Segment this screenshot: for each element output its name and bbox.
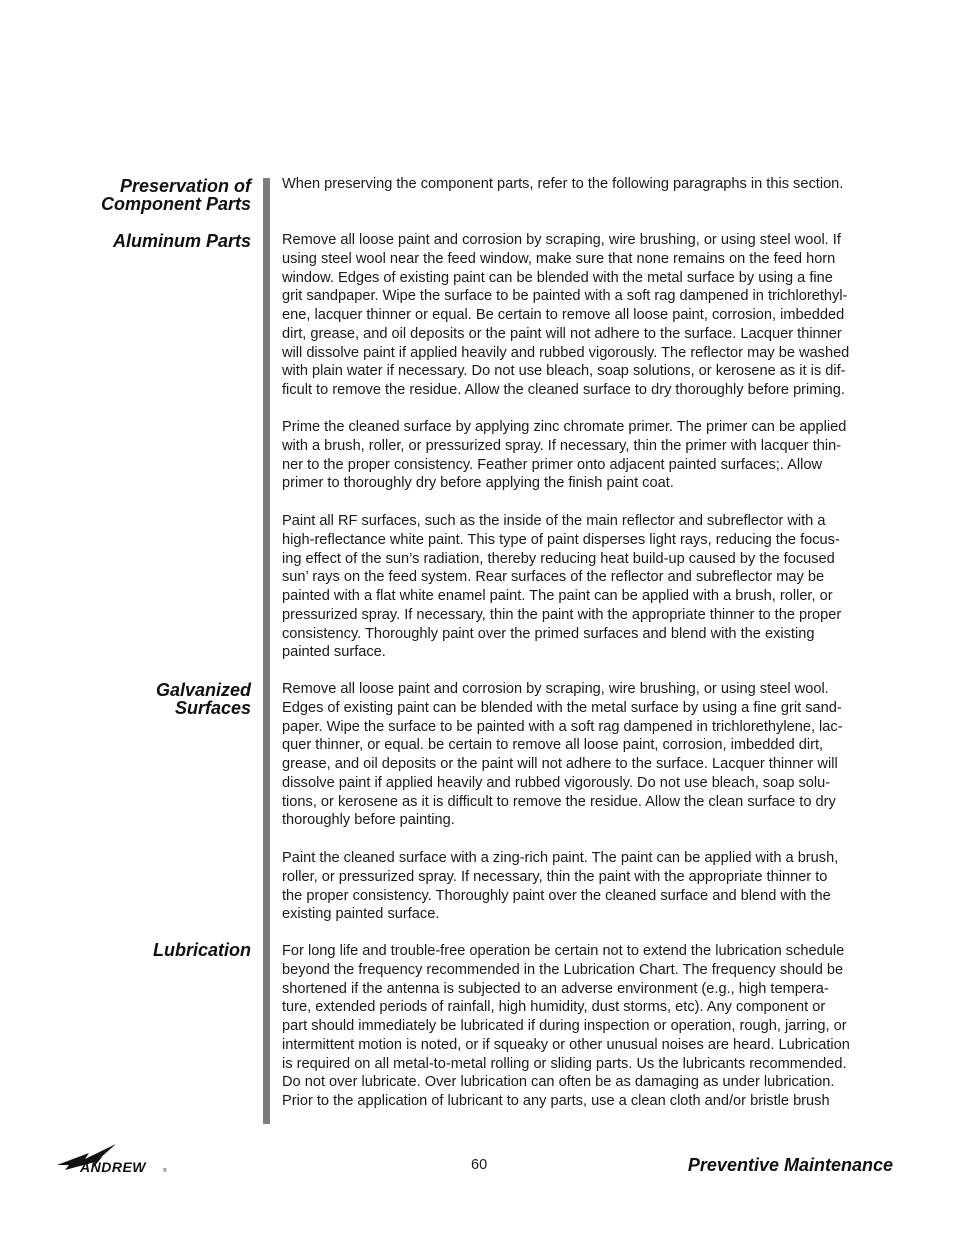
text-line: ner to the proper consistency. Feather primer onto adjacent painted surfaces;. Allow [282,456,822,473]
text-line: intermittent motion is noted, or if squeaky or other unusual noises are heard. Lubrication [282,1036,850,1053]
text-line: sun’ rays on the feed system. Rear surfaces of the reflector and subreflector may be [282,569,825,586]
text-line: Paint all RF surfaces, such as the inside of the main reflector and subreflector with a [282,513,826,529]
heading-line: Galvanized [155,680,251,700]
text-line: high-reflectance white paint. This type of paint disperses light rays, reducing the focus- [282,531,840,548]
paragraph-preservation [282,175,896,194]
text-line: will dissolve paint if applied heavily and rubbed vigorously. The reflector may be washed [282,344,850,361]
heading-lubrication [153,941,251,959]
paragraph-lubrication [282,942,896,1111]
heading-preservation [101,177,251,213]
text-line: thoroughly before painting. [282,812,455,829]
text-line: Do not over lubricate. Over lubrication can often be as damaging as under lubrication. [282,1074,835,1091]
text-line: pressurized spray. If necessary, thin the paint with the appropriate thinner to the proper [282,606,842,623]
text-line: quer thinner, or equal. be certain to remove all loose paint, corrosion, imbedded dirt, [282,737,824,754]
text-line: window. Edges of existing paint can be blended with the metal surface by using a fine [282,269,833,286]
heading-line: Surfaces [174,698,251,718]
logo-wordmark: ANDREW [80,1159,146,1175]
paragraph-aluminum-painting [282,512,896,662]
text-line: part should immediately be lubricated if during inspection or operation, rough, jarring, or [282,1018,847,1034]
heading-line: Lubrication [153,940,251,960]
heading-line: Component Parts [100,194,251,214]
text-line: shortened if the antenna is subjected to an adverse environment (e.g., high tempera- [282,980,829,997]
footer-section-title: Preventive Maintenance [687,1155,893,1175]
logo-registered-mark: ® [163,1168,167,1174]
text-line: tions, or kerosene as it is difficult to remove the residue. Allow the clean surface to dry [282,793,836,810]
text-line: the proper consistency. Thoroughly paint over the cleaned surface and blend with the [282,887,831,904]
paragraph-galvanized-painting [282,849,896,924]
text-line: For long life and trouble-free operation be certain not to extend the lubrication schedule [282,943,845,959]
text-line: Prior to the application of lubricant to any parts, use a clean cloth and/or bristle brush [282,1093,830,1109]
text-line: with a brush, roller, or pressurized spray. If necessary, thin the primer with lacquer thin- [282,437,842,454]
paragraph-aluminum-priming [282,418,896,493]
text-line: paper. Wipe the surface to be painted with a soft rag dampened in trichlorethylene, lac- [282,718,843,735]
text-line: grit sandpaper. Wipe the surface to be painted with a soft rag dampened in trichlorethyl- [282,288,848,305]
text-line: ing effect of the sun’s radiation, thereby reducing heat build-up caused by the focused [282,550,835,567]
paragraph-galvanized-cleaning [282,680,896,830]
text-line: consistency. Thoroughly paint over the primed surfaces and blend with the existing [282,625,815,642]
text-line: dirt, grease, and oil deposits or the paint will not adhere to the surface. Lacquer thinner [282,325,842,342]
text-line: grease, and oil deposits or the paint will not adhere to the surface. Lacquer thinner will [282,756,838,772]
paragraph-aluminum-cleaning [282,231,896,400]
text-line: painted surface. [282,644,386,661]
margin-rule [263,178,270,1124]
heading-galvanized [156,681,251,717]
text-line: Edges of existing paint can be blended with the metal surface by using a fine grit sand- [282,699,842,716]
text-line: ficult to remove the residue. Allow the cleaned surface to dry thoroughly before priming. [282,382,845,398]
text-line: is required on all metal-to-metal rolling or sliding parts. Us the lubricants recommended. [282,1055,847,1072]
heading-line: Preservation of [119,176,251,196]
text-line: Paint the cleaned surface with a zing-rich paint. The paint can be applied with a brush, [282,850,839,866]
text-line: using steel wool near the feed window, make sure that none remains on the feed horn [282,250,836,267]
text-line: with plain water if necessary. Do not use bleach, soap solutions, or kerosene as it is dif- [282,363,846,380]
page-number: 60 [471,1157,488,1173]
text-line: ture, extended periods of rainfall, high humidity, dust storms, etc). Any component or [282,999,826,1016]
heading-line: Aluminum Parts [112,231,251,251]
text-line: Remove all loose paint and corrosion by scraping, wire brushing, or using steel wool. [282,681,829,697]
text-line: Remove all loose paint and corrosion by scraping, wire brushing, or using steel wool. If [282,232,841,248]
text-line: dissolve paint if applied heavily and rubbed vigorously. Do not use bleach, soap solu- [282,774,831,791]
text-line: painted with a flat white enamel paint. The paint can be applied with a brush, roller, or [282,588,833,604]
text-line: primer to thoroughly dry before applying the finish paint coat. [282,475,674,492]
text-line: beyond the frequency recommended in the Lubrication Chart. The frequency should be [282,961,844,978]
text-line: existing painted surface. [282,906,440,923]
heading-aluminum [113,232,251,250]
text-line: Prime the cleaned surface by applying zinc chromate primer. The primer can be applied [282,419,847,435]
text-line: roller, or pressurized spray. If necessary, thin the paint with the appropriate thinner to [282,868,828,885]
text-line: ene, lacquer thinner or equal. Be certain to remove all loose paint, corrosion, imbedded [282,307,845,323]
text-line: When preserving the component parts, refer to the following paragraphs in this section. [282,176,844,192]
